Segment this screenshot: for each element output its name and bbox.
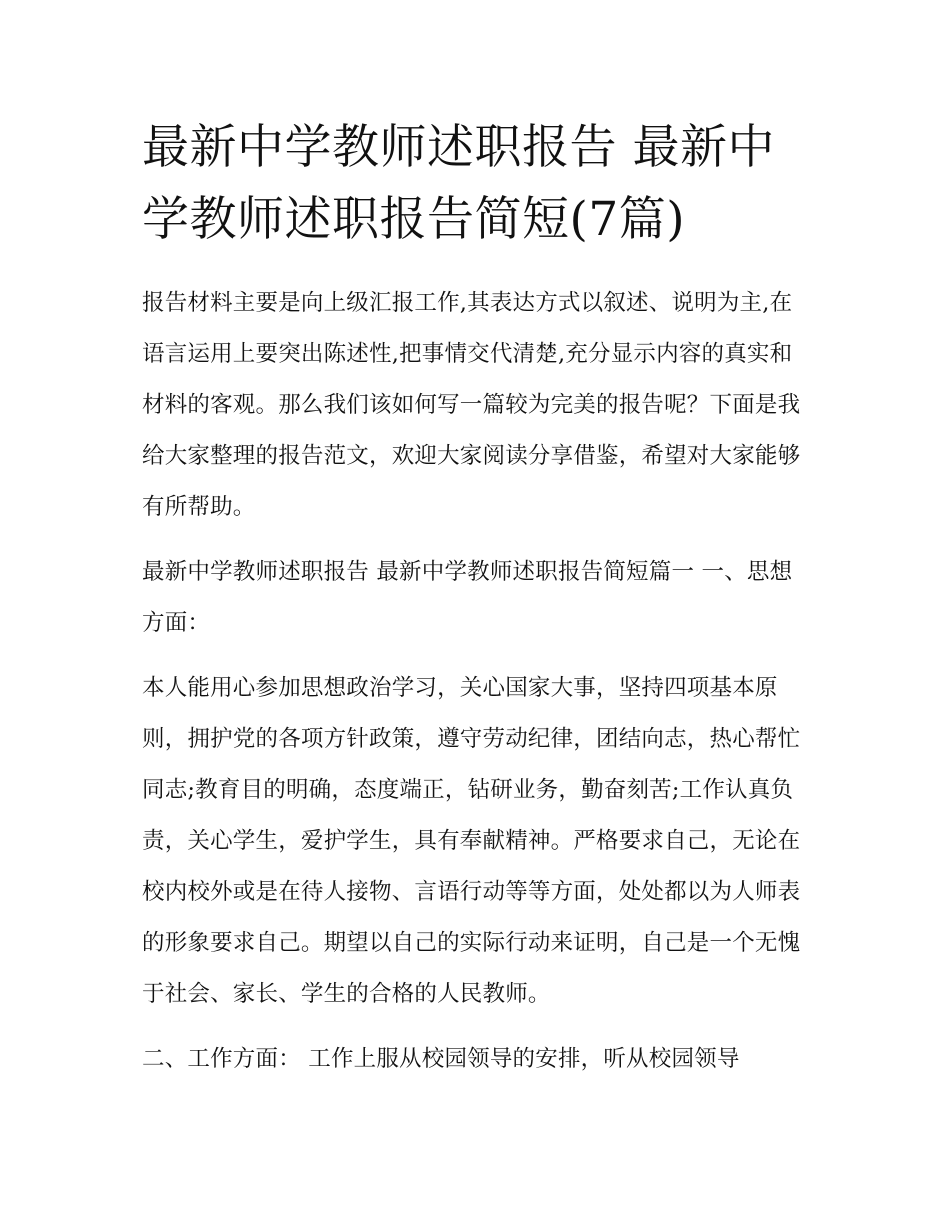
document-title: 最新中学教师述职报告 最新中学教师述职报告简短(7篇) [142, 120, 775, 247]
intro-paragraph: 报告材料主要是向上级汇报工作,其表达方式以叙述、说明为主,在语言运用上要突出陈述性,把事情交代清楚,充分显示内容的真实和材料的客观。那么我们该如何写一篇较为完美的报告呢？下面是我给大家整理的报告范文，欢迎大家阅读分享借鉴，希望对大家能够有所帮助。 [142, 290, 801, 520]
body-paragraph: 本人能用心参加思想政治学习，关心国家大事，坚持四项基本原则，拥护党的各项方针政策，遵守劳动纪律，团结向志，热心帮忙同志;教育目的明确，态度端正，钻研业务，勤奋刻苦;工作认真负责，关心学生，爱护学生，具有奉献精神。严格要求自己，无论在校内校外或是在待人接物、言语行动等等方面，处处都以为人师表的形象要求自己。期望以自己的实际行动来证明，自己是一个无愧于社会、家长、学生的合格的人民教师。 [142, 675, 801, 1007]
work-section-paragraph: 二、工作方面： 工作上服从校园领导的安排，听从校园领导 [142, 1046, 740, 1072]
section-heading-paragraph: 最新中学教师述职报告 最新中学教师述职报告简短篇一 一、思想方面： [142, 559, 793, 636]
document-page [142, 112, 814, 1085]
